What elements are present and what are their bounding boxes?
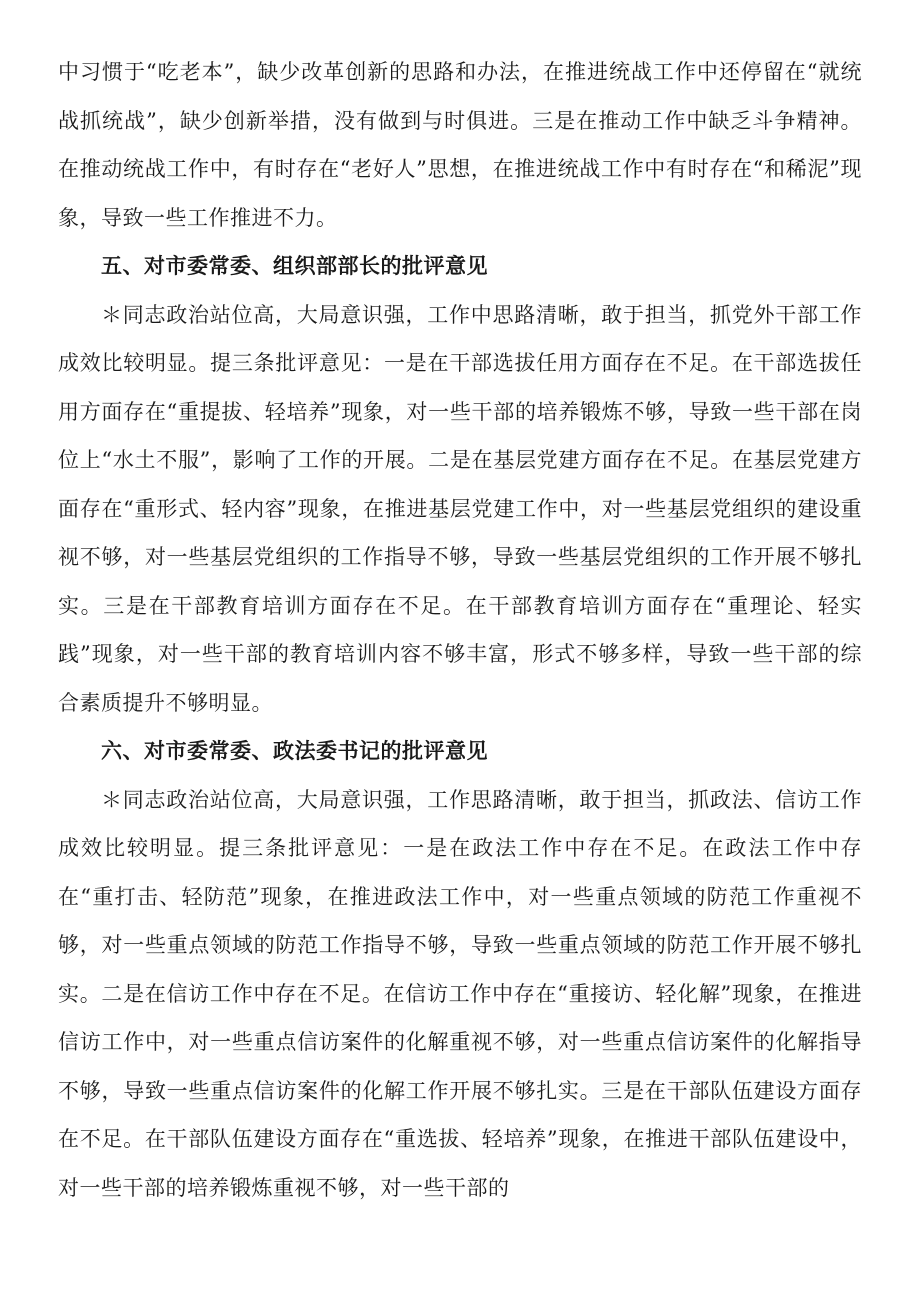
section-body-political-legal: ＊同志政治站位高，大局意识强，工作思路清晰，敢于担当，抓政法、信访工作成效比较明显。提三条批评意见：一是在政法工作中存在不足。在政法工作中存在“重打击、轻防范”现象，在推进政法工作中，对一些重点领域的防范工作重视不够，对一些重点领域的防范工作指导不够，导致一些重点领域的防范工作开展不够扎实。二是在信访工作中存在不足。在信访工作中存在“重接访、轻化解”现象，在推进信访工作中，对一些重点信访案件的化解重视不够，对一些重点信访案件的化解指导不够，导致一些重点信访案件的化解工作开展不够扎实。三是在干部队伍建设方面存在不足。在干部队伍建设方面存在“重选拔、轻培养”现象，在推进干部队伍建设中，对一些干部的培养锻炼重视不够，对一些干部的: [58, 787, 862, 1200]
continuation-paragraph: 中习惯于“吃老本”，缺少改革创新的思路和办法，在推进统战工作中还停留在“就统战抓统战”，缺少创新举措，没有做到与时俱进。三是在推动工作中缺乏斗争精神。在推动统战工作中，有时存在“老好人”思想，在推进统战工作中有时存在“和稀泥”现象，导致一些工作推进不力。: [58, 60, 862, 230]
section-heading-political-legal: 六、对市委常委、政法委书记的批评意见: [101, 739, 488, 763]
section-body-organization: ＊同志政治站位高，大局意识强，工作中思路清晰，敢于担当，抓党外干部工作成效比较明显。提三条批评意见：一是在干部选拔任用方面存在不足。在干部选拔任用方面存在“重提拔、轻培养”现象，对一些干部的培养锻炼不够，导致一些干部在岗位上“水土不服”，影响了工作的开展。二是在基层党建方面存在不足。在基层党建方面存在“重形式、轻内容”现象，在推进基层党建工作中，对一些基层党组织的建设重视不够，对一些基层党组织的工作指导不够，导致一些基层党组织的工作开展不够扎实。三是在干部教育培训方面存在不足。在干部教育培训方面存在“重理论、轻实践”现象，对一些干部的教育培训内容不够丰富，形式不够多样，导致一些干部的综合素质提升不够明显。: [58, 302, 862, 715]
section-heading-organization: 五、对市委常委、组织部部长的批评意见: [101, 254, 488, 278]
